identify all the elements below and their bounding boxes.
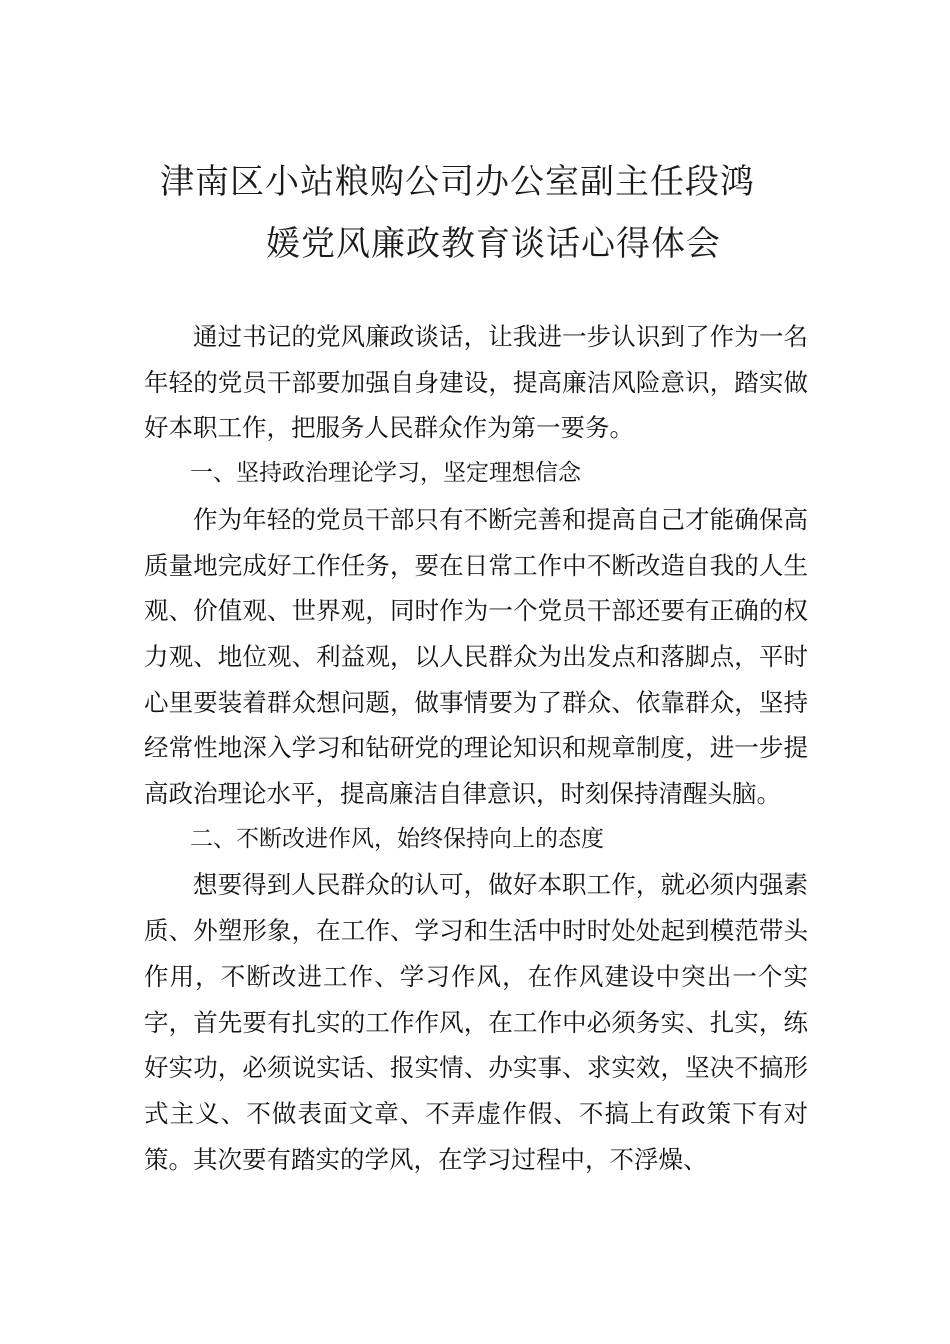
section-heading-1: 一、坚持政治理论学习，坚定理想信念 bbox=[190, 460, 581, 487]
section-heading-2: 二、不断改进作风，始终保持向上的态度 bbox=[190, 825, 604, 852]
intro-paragraph: 通过书记的党风廉政谈话，让我进一步认识到了作为一名年轻的党员干部要加强自身建设，提高廉洁风险意识，踏实做好本职工作，把服务人民群众作为第一要务。 bbox=[144, 322, 808, 443]
document-title-line-1: 津南区小站粮购公司办公室副主任段鸿 bbox=[160, 162, 755, 202]
section-2-paragraph: 想要得到人民群众的认可，做好本职工作，就必须内强素质、外塑形象，在工作、学习和生活中时时处处起到模范带头作用，不断改进工作、学习作风，在作风建设中突出一个实字，首先要有扎实的工作作风，在工作中必须务实、扎实，练好实功，必须说实话、报实情、办实事、求实效，坚决不搞形式主义、不做表面文章、不弄虚作假、不搞上有政策下有对策。其次要有踏实的学风，在学习过程中，不浮燥、 bbox=[144, 870, 808, 1174]
section-1-paragraph: 作为年轻的党员干部只有不断完善和提高自己才能确保高质量地完成好工作任务，要在日常工作中不断改造自我的人生观、价值观、世界观，同时作为一个党员干部还要有正确的权力观、地位观、利益观，以人民群众为出发点和落脚点，平时心里要装着群众想问题，做事情要为了群众、依靠群众，坚持经常性地深入学习和钻研党的理论知识和规章制度，进一步提高政治理论水平，提高廉洁自律意识，时刻保持清醒头脑。 bbox=[144, 504, 808, 809]
document-body bbox=[144, 314, 808, 1182]
document-title-line-2: 媛党风廉政教育谈话心得体会 bbox=[266, 224, 721, 264]
